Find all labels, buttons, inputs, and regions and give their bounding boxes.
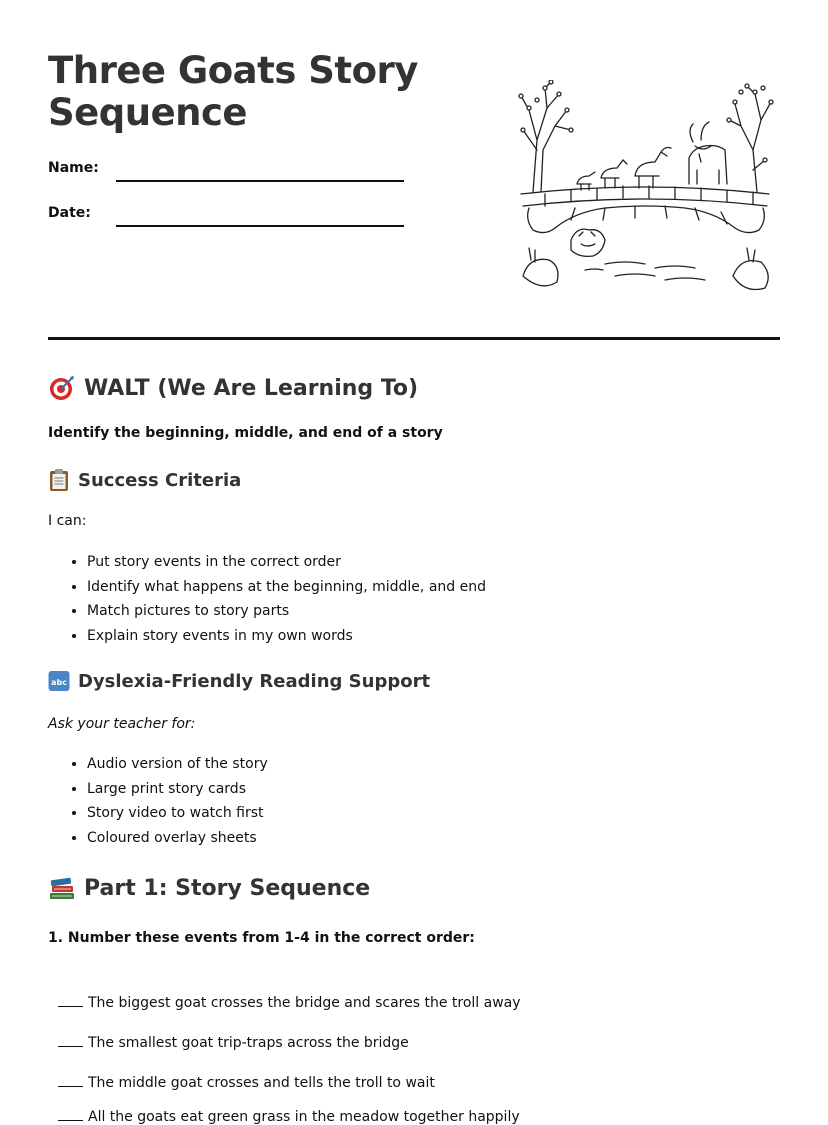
sequence-item [58, 1034, 409, 1051]
list-item: • Story video to watch first [87, 801, 268, 826]
sequence-text: The biggest goat crosses the bridge and scares the troll away [88, 995, 521, 1011]
name-label: Name: [48, 160, 99, 176]
success-criteria-list [48, 550, 486, 648]
part1-heading [48, 875, 370, 901]
svg-text:abc: abc [51, 678, 67, 687]
sequence-text: The smallest goat trip-traps across the bridge [88, 1035, 409, 1051]
order-blank[interactable] [58, 1034, 83, 1047]
reading-support-heading [48, 670, 430, 692]
list-item: • Put story events in the correct order [87, 550, 486, 575]
order-blank[interactable] [58, 994, 83, 1007]
worksheet-title [48, 50, 418, 134]
part1-heading-text: Part 1: Story Sequence [84, 875, 371, 901]
success-criteria-heading-text: Success Criteria [78, 469, 242, 491]
list-item: • Large print story cards [87, 777, 268, 802]
order-blank[interactable] [58, 1074, 83, 1087]
name-write-line[interactable] [116, 180, 404, 182]
title-line-1: Three Goats Story [48, 49, 418, 92]
sequence-text: All the goats eat green grass in the meadow together happily [88, 1109, 520, 1125]
target-icon [48, 374, 76, 402]
list-item: • Match pictures to story parts [87, 599, 486, 624]
support-intro: Ask your teacher for: [48, 716, 196, 732]
success-criteria-heading [48, 468, 241, 492]
list-item: • Audio version of the story [87, 752, 268, 777]
part1-question: 1. Number these events from 1-4 in the correct order: [48, 930, 475, 946]
title-line-2: Sequence [48, 91, 248, 134]
list-item: • Coloured overlay sheets [87, 826, 268, 851]
list-item: • Identify what happens at the beginning, middle, and end [87, 575, 486, 600]
header-divider [48, 337, 780, 340]
walt-statement: Identify the beginning, middle, and end of a story [48, 425, 443, 441]
list-item: • Explain story events in my own words [87, 624, 486, 649]
sequence-item [58, 994, 521, 1011]
walt-heading [48, 374, 418, 402]
reading-support-heading-text: Dyslexia-Friendly Reading Support [78, 670, 431, 692]
date-write-line[interactable] [116, 225, 404, 227]
support-list [48, 752, 268, 850]
order-blank[interactable] [58, 1108, 83, 1121]
goats-bridge-illustration [515, 80, 775, 298]
success-intro: I can: [48, 513, 87, 529]
date-label: Date: [48, 205, 91, 221]
books-icon [48, 875, 76, 901]
clipboard-icon [48, 468, 70, 492]
sequence-item [58, 1074, 435, 1091]
walt-heading-text: WALT (We Are Learning To) [84, 375, 419, 401]
sequence-text: The middle goat crosses and tells the troll to wait [88, 1075, 435, 1091]
abc-icon [48, 670, 70, 692]
sequence-item [58, 1108, 520, 1125]
